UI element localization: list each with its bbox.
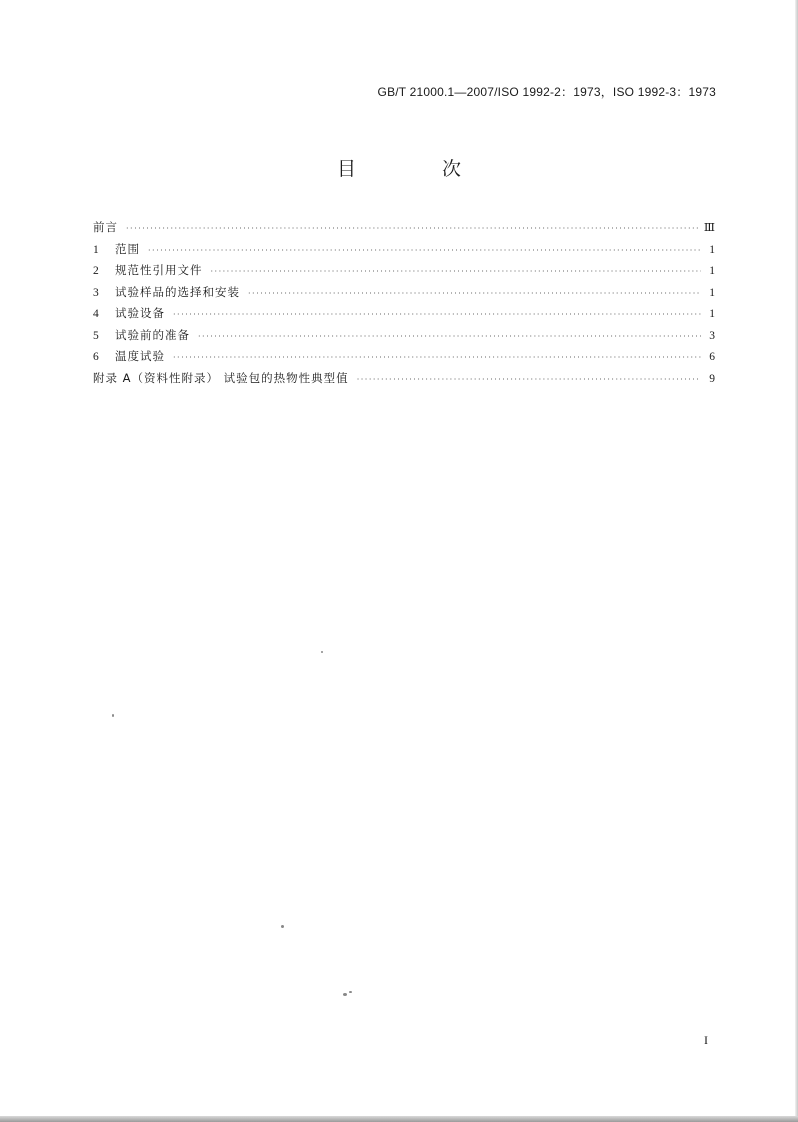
toc-entry-number: 5 xyxy=(93,329,99,342)
toc-entry-page: 1 xyxy=(709,308,715,320)
toc-entry-page: 1 xyxy=(709,286,715,299)
toc-leader-dots xyxy=(148,246,701,255)
scan-speck xyxy=(112,714,114,717)
toc-entry-label: 温度试验 xyxy=(115,349,165,363)
toc-entry-scope[interactable] xyxy=(93,241,715,263)
toc-entry-pre-test-preparation[interactable] xyxy=(93,327,715,349)
toc-entry-number: 4 xyxy=(93,308,99,320)
toc-entry-number: 6 xyxy=(93,351,99,363)
scan-edge-bottom xyxy=(0,1116,798,1122)
toc-entry-test-equipment[interactable] xyxy=(93,305,715,327)
toc-entry-label: 附录 A（资料性附录） 试验包的热物性典型值 xyxy=(93,370,349,385)
toc-leader-dots xyxy=(126,224,698,233)
toc-entry-appendix-a[interactable] xyxy=(93,370,715,392)
toc-leader-dots xyxy=(173,353,701,362)
toc-entry-label: 试验设备 xyxy=(115,306,165,320)
toc-entry-label: 范围 xyxy=(115,241,140,256)
toc-leader-dots xyxy=(248,289,701,298)
toc-entry-page: 1 xyxy=(709,243,715,256)
toc-leader-dots xyxy=(173,310,701,319)
scan-speck xyxy=(281,925,284,928)
toc-title: 目 次 xyxy=(336,158,502,180)
toc-leader-dots xyxy=(198,332,701,341)
standard-code-header: GB/T 21000.1—2007/ISO 1992-2：1973，ISO 1992-3：1973 xyxy=(377,85,716,99)
toc-entry-label: 试验前的准备 xyxy=(115,327,190,342)
toc-entry-label: 试验样品的选择和安装 xyxy=(115,284,240,299)
scan-speck xyxy=(321,651,323,653)
toc-entry-normative-references[interactable] xyxy=(93,262,715,284)
toc-entry-label: 规范性引用文件 xyxy=(115,263,203,277)
table-of-contents xyxy=(93,219,715,391)
toc-entry-temperature-test[interactable] xyxy=(93,348,715,370)
toc-leader-dots xyxy=(357,375,701,384)
scan-speck xyxy=(343,993,347,996)
scan-speck xyxy=(349,991,352,993)
toc-entry-page: Ⅲ xyxy=(703,222,715,234)
toc-entry-page: 3 xyxy=(709,329,715,342)
toc-entry-page: 6 xyxy=(709,351,715,363)
toc-entry-page: 9 xyxy=(709,372,715,385)
toc-entry-number: 3 xyxy=(93,286,99,299)
toc-entry-sample-selection[interactable] xyxy=(93,284,715,306)
toc-leader-dots xyxy=(211,267,702,276)
page-number: I xyxy=(704,1033,708,1047)
toc-entry-number: 1 xyxy=(93,243,99,256)
toc-entry-number: 2 xyxy=(93,265,99,277)
toc-entry-label: 前言 xyxy=(93,220,118,234)
toc-entry-page: 1 xyxy=(709,265,715,277)
toc-entry-foreword[interactable] xyxy=(93,219,715,241)
